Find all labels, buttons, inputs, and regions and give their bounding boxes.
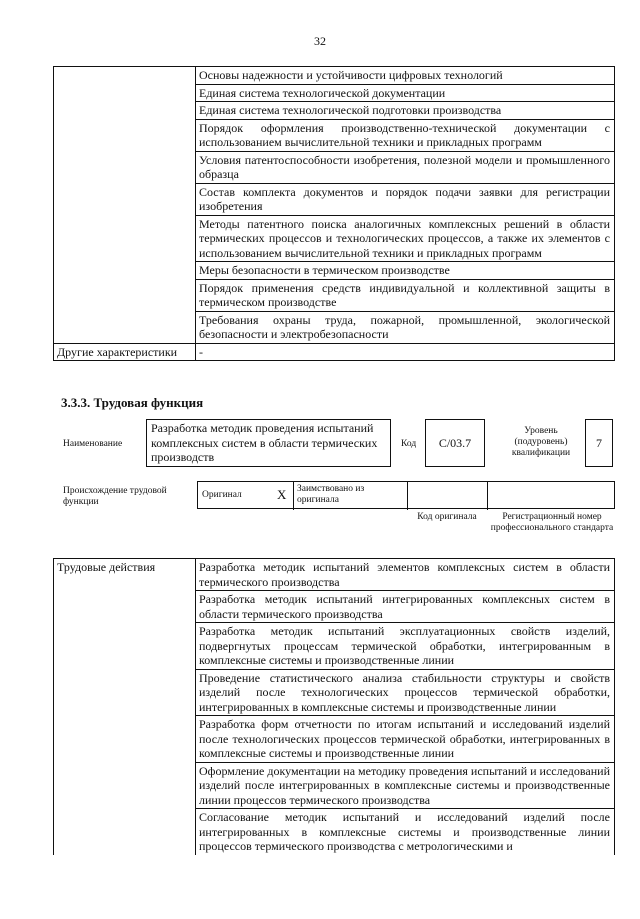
knowledge-item: Методы патентного поиска аналогичных комплексных решений в области термических процессов и технологических процессов, а также их элементов с использованием вычислительной техники и прикладных программ <box>196 215 615 262</box>
original-cell <box>197 482 277 510</box>
knowledge-item: Единая система технологической подготовки производства <box>196 102 615 120</box>
function-name-box: Разработка методик проведения испытаний комплексных систем в области термических производств <box>146 419 391 467</box>
knowledge-item: Порядок оформления производственно-технической документации с использованием вычислительной техники и прикладных программ <box>196 119 615 151</box>
function-level-box: 7 <box>585 419 613 467</box>
page-number: 32 <box>314 34 326 48</box>
original-code-caption: Код оригинала <box>417 512 477 522</box>
knowledge-item: Состав комплекта документов и порядок подачи заявки для регистрации изобретения <box>196 183 615 215</box>
action-item: Согласование методик испытаний и исследований изделий после интегрированных в комплексные системы и производственные линии процессов термического производства с метрологическими и <box>196 809 615 855</box>
action-item: Разработка методик испытаний интегрированных комплексных систем в области термического производства <box>196 591 615 623</box>
function-code-box: C/03.7 <box>425 419 485 467</box>
knowledge-item: Основы надежности и устойчивости цифровых технологий <box>196 67 615 85</box>
reg-number-caption: Регистрационный номер профессионального стандарта <box>490 512 614 533</box>
level-label: Уровень (подуровень) квалификации <box>511 426 571 458</box>
reg-number-cell <box>487 482 615 510</box>
action-item: Проведение статистического анализа стабильности структуры и свойств изделий после технологических процессов термической обработки, интегрированных в комплексные системы и производственные линии <box>196 669 615 716</box>
actions-label: Трудовые действия <box>54 559 196 855</box>
action-item: Разработка методик испытаний элементов комплексных систем в области термического производства <box>196 559 615 591</box>
borrowed-label: Заимствовано из оригинала <box>297 484 365 505</box>
knowledge-item: Условия патентоспособности изобретения, полезной модели и промышленного образца <box>196 151 615 183</box>
original-mark-cell <box>277 482 293 510</box>
original-code-cell <box>407 482 487 510</box>
actions-table <box>53 558 615 855</box>
knowledge-item: Требования охраны труда, пожарной, промышленной, экологической безопасности и электробезопасности <box>196 311 615 343</box>
action-item: Разработка методик испытаний эксплуатационных свойств изделий, подвергнутых процессам термической обработки, интегрированным в комплексные системы и производственные линии <box>196 623 615 670</box>
action-item: Разработка форм отчетности по итогам испытаний и исследований изделий после технологических процессов термической обработки, интегрированных в комплексные системы и производственные линии <box>196 716 615 763</box>
knowledge-item: Единая система технологической документации <box>196 84 615 102</box>
action-item: Оформление документации на методику проведения испытаний и исследований изделий после интегрированных в комплексные системы и производственные линии процессов термического производства <box>196 762 615 809</box>
borrowed-cell <box>293 482 407 510</box>
section-heading: 3.3.3. Трудовая функция <box>61 395 204 410</box>
other-characteristics-label: Другие характеристики <box>54 343 196 361</box>
other-characteristics-value: - <box>196 343 615 361</box>
knowledge-table <box>53 66 615 361</box>
original-mark: X <box>277 487 287 502</box>
origin-label: Происхождение трудовой функции <box>63 486 167 507</box>
knowledge-item: Порядок применения средств индивидуальной и коллективной защиты в термическом производстве <box>196 279 615 311</box>
knowledge-item: Меры безопасности в термическом производстве <box>196 262 615 280</box>
original-label: Оригинал <box>202 490 242 500</box>
code-label: Код <box>401 439 417 449</box>
name-label: Наименование <box>63 439 123 449</box>
origin-row <box>197 481 615 509</box>
empty-label-cell <box>54 67 196 344</box>
